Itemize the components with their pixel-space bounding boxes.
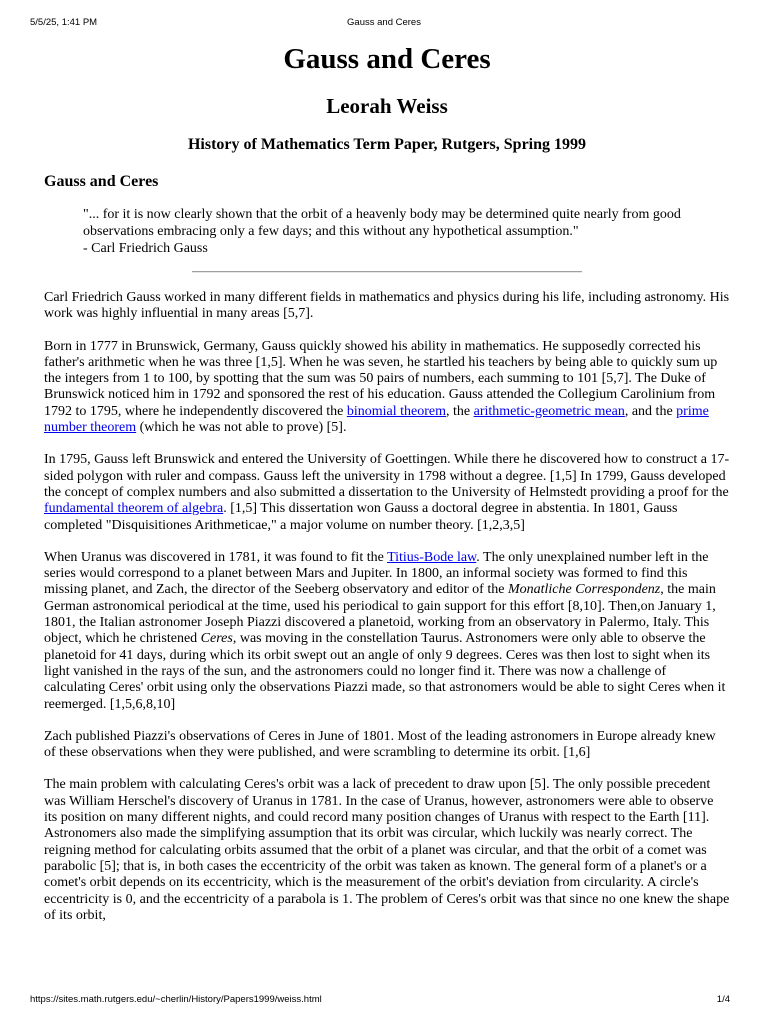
link-titius-bode-law[interactable]: Titius-Bode law <box>387 549 477 565</box>
link-binomial-theorem[interactable]: binomial theorem <box>346 403 447 419</box>
link-arithmetic-geometric-mean[interactable]: arithmetic-geometric mean <box>473 403 625 419</box>
ceres-name: Ceres <box>200 631 233 647</box>
document-body <box>44 34 730 924</box>
link-fundamental-theorem-of-algebra[interactable]: fundamental theorem of algebra <box>44 501 224 517</box>
epigraph-quote <box>83 206 723 257</box>
paragraph-university: In 1795, Gauss left Brunswick and entered the University of Goettingen. While there he discovered how to construct a 17-sided polygon with ruler and compass. Gauss left the university in 1798 without a degree. [1,5] In 1799, Gauss developed the concept of complex numbers and also submitted a dissertation to the University of Helmstedt providing a proof for the fundamental theorem of algebra. [1,5] This dissertation won Gauss a doctoral degree in abstentia. In 1801, Gauss completed "Disquisitiones Arithmeticae," a major volume on number theory. [1,2,3,5] <box>44 452 730 533</box>
quote-attribution: - Carl Friedrich Gauss <box>83 241 208 256</box>
paragraph-intro: Carl Friedrich Gauss worked in many different fields in mathematics and physics during his life, including astronomy. His work was highly influential in many areas [5,7]. <box>44 290 730 322</box>
horizontal-divider <box>192 271 582 273</box>
print-datetime: 5/5/25, 1:41 PM <box>30 17 98 28</box>
print-url: https://sites.math.rutgers.edu/~cherlin/History/Papers1999/weiss.html <box>30 994 322 1005</box>
print-footer <box>30 994 738 1008</box>
quote-text: "... for it is now clearly shown that the orbit of a heavenly body may be determined quite nearly from good observations embracing only a few days; and this without any hypothetical assumption." <box>83 207 681 239</box>
paragraph-zach-publication: Zach published Piazzi's observations of Ceres in June of 1801. Most of the leading astronomers in Europe already knew of these observations when they were published, and were scrambling to determine its orbit. [1,6] <box>44 728 716 761</box>
paragraph-ceres-discovery: When Uranus was discovered in 1781, it was found to fit the Titius-Bode law. The only unexplained number left in the series would correspond to a planet between Mars and Jupiter. In 1800, an informal society was formed to find this missing planet, and Zach, the director of the Seeberg observatory and editor of the Monatliche Correspondenz, the main German astronomical periodical at the time, used his periodical to gain support for this effort [8,10]. Then,on January 1, 1801, the Italian astronomer Joseph Piazzi discovered a planetoid, working from an observatory in Palermo, Italy. This object, which he christened Ceres, was moving in the constellation Taurus. Astronomers were only able to observe the planetoid for 41 days, during which its orbit swept out an angle of only 9 degrees. Ceres was then lost to sight when its light vanished in the rays of the sun, and the astronomers could no longer find it. There was now a challenge of calculating Ceres' orbit using only the observations Piazzi made, so that astronomers would be able to sight Ceres when it reemerged. [1,5,6,8,10] <box>44 549 726 712</box>
paper-subtitle: History of Mathematics Term Paper, Rutgers, Spring 1999 <box>187 136 587 153</box>
periodical-name: Monatliche Correspondenz <box>507 582 661 598</box>
print-page-number: 1/4 <box>716 994 730 1005</box>
page-title: Gauss and Ceres <box>283 43 491 75</box>
link-prime-number-theorem[interactable]: prime number theorem <box>44 403 709 436</box>
paragraph-orbit-problem: The main problem with calculating Ceres's orbit was a lack of precedent to draw upon [5]. The only possible precedent was William Herschel's discovery of Uranus in 1781. In the case of Uranus, however, astronomers were able to observe its position on many different nights, and could record many position changes of Uranus with respect to the Earth [11]. Astronomers also made the simplifying assumption that its orbit was circular, which luckily was nearly correct. The reigning method for calculating orbits assumed that the orbit of a planet was circular, and that the orbit of a comet was parabolic [5]; that is, in both cases the eccentricity of the orbit was taken as known. The general form of a planet's or a comet's orbit depends on its eccentricity, which is the measurement of the orbit's deviation from circularity. A circle's eccentricity is 0, and the eccentricity of a parabola is 1. The problem of Ceres's orbit was that since no one knew the shape of its orbit, <box>44 777 730 923</box>
section-heading: Gauss and Ceres <box>44 173 159 190</box>
print-header <box>30 17 738 31</box>
author-name: Leorah Weiss <box>326 94 448 118</box>
print-page-title: Gauss and Ceres <box>347 17 421 28</box>
paragraph-early-life: Born in 1777 in Brunswick, Germany, Gauss quickly showed his ability in mathematics. He supposedly corrected his father's arithmetic when he was three [1,5]. When he was seven, he startled his teachers by being able to quickly sum up the integers from 1 to 100, by spotting that the sum was 50 pairs of numbers, each summing to 101 [5,7]. The Duke of Brunswick noticed him in 1792 and sponsored the rest of his education. Gauss attended the Collegium Carolinium from 1792 to 1795, where he independently discovered the binomial theorem, the arithmetic-geometric mean, and the prime number theorem (which he was not able to prove) [5]. <box>44 338 718 436</box>
